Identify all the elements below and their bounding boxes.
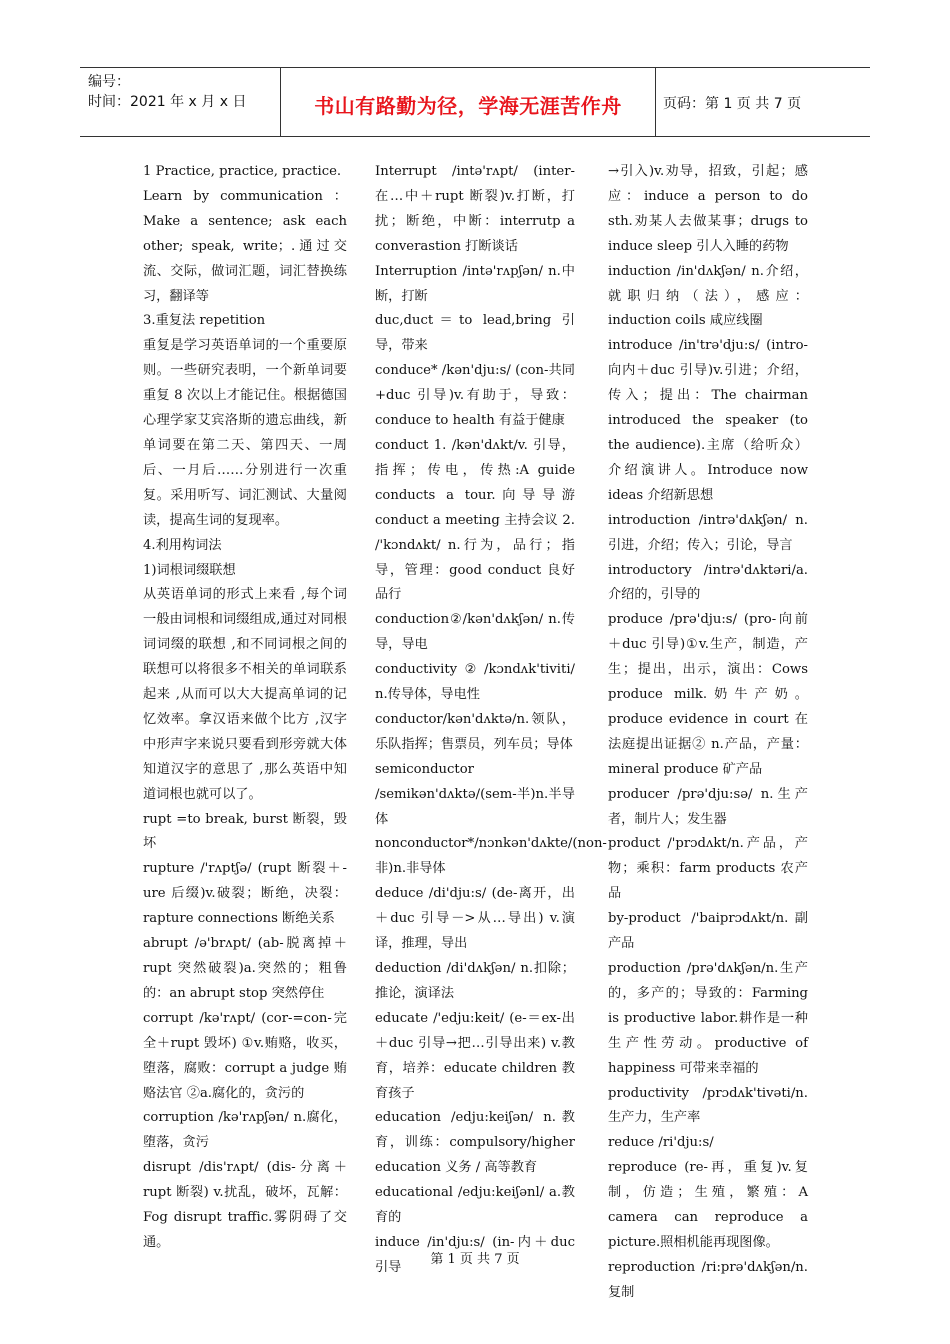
- paragraph: reproduction /ri:prə'dʌkʃən/n.复制: [608, 1259, 808, 1300]
- number-label: 编号：: [88, 74, 130, 90]
- paragraph: Interruption /intə'rʌpʃən/ n.中断，打断: [375, 263, 575, 304]
- paragraph: 1)词根词缀联想: [143, 562, 236, 578]
- paragraph: educational /edju:keiʃənl/ a.教育的: [375, 1185, 575, 1226]
- page-number-info: 页码：第 1 页 共 7 页: [663, 96, 802, 112]
- paragraph: Interrupt /intə'rʌpt/ (inter-在…中＋rupt 断裂)v.打断，打扰；断绝，中断：interrutp a converastion 打断谈话: [375, 164, 575, 254]
- paragraph: 4.利用构词法: [143, 537, 222, 553]
- paragraph: product /'prɔdʌkt/n.产品，产物；乘积：farm products 农产品: [608, 836, 808, 902]
- header-divider: [655, 68, 656, 136]
- text-column-3: [608, 160, 808, 1306]
- text-column-2: [375, 160, 607, 1281]
- paragraph: conductor/kən'dʌktə/n.领队，乐队指挥；售票员，列车员；导体: [375, 711, 575, 752]
- paragraph: reproduce (re-再，重复)v.复制，仿造；生殖，繁殖：A camera can reproduce a picture.照相机能再现图像。: [608, 1160, 808, 1250]
- paragraph: 从英语单词的形式上来看 ,每个词一般由词根和词缀组成,通过对同根词词缀的联想 ,和不同词根之间的联想可以将很多不相关的单词联系起来 ,从而可以大大提高单词的记忆效率。拿汉语来做个比方 ,汉字中形声字来说只要看到形旁就大体知道汉字的意思了 ,那么英语中知道词根也就可以了。: [143, 587, 347, 802]
- time-line: 时间：2021 年 x 月 x 日: [88, 94, 247, 110]
- paragraph: production /prə'dʌkʃən/n.生产的，多产的；导致的：Farming is productive labor.耕作是一种生产性劳动。productive of happiness 可带来幸福的: [608, 961, 808, 1076]
- paragraph: rupture /'rʌptʃə/ (rupt 断裂＋-ure 后缀)v.破裂；断绝，决裂：rapture connections 断绝关系: [143, 861, 347, 927]
- paragraph: introductory /intrə'dʌktəri/a.介绍的，引导的: [608, 562, 808, 603]
- paragraph: productivity /prɔdʌk'tivəti/n.生产力，生产率: [608, 1085, 808, 1126]
- paragraph: →引入)v.劝导，招致，引起；感应：induce a person to do sth.劝某人去做某事；drugs to induce sleep 引人入睡的药物: [608, 164, 808, 254]
- text-column-1: [143, 160, 347, 1256]
- paragraph: reduce /ri'dju:s/: [608, 1135, 714, 1151]
- paragraph: conduction②/kən'dʌkʃən/ n.传导，导电: [375, 612, 575, 653]
- paragraph: duc,duct＝to lead,bring 引导，带来: [375, 313, 575, 354]
- paragraph: rupt =to break, burst 断裂，毁坏: [143, 811, 347, 852]
- paragraph: /semikən'dʌktə/(sem-半)n.半导体: [375, 786, 575, 827]
- page-header: [80, 67, 870, 137]
- paragraph: 1 Practice, practice, practice.: [143, 164, 342, 179]
- paragraph: 3.重复法 repetition: [143, 313, 266, 329]
- paragraph: conductivity②/kɔndʌk'tiviti/ n.传导体，导电性: [375, 662, 575, 703]
- paragraph: by-product /'baiprɔdʌkt/n.副产品: [608, 911, 808, 952]
- paragraph: educate /'edju:keit/ (e-＝ex-出＋duc 引导→把…引导出来) v.教育，培养：educate children 教育孩子: [375, 1010, 575, 1101]
- paragraph: disrupt /dis'rʌpt/ (dis-分离＋rupt 断裂) v.扰乱，破坏，瓦解：Fog disrupt traffic.雾阴碍了交通。: [143, 1160, 347, 1250]
- paragraph: introduction /intrə'dʌkʃən/ n.引进，介绍；传入；引论，导言: [608, 512, 808, 553]
- paragraph: introduce /in'trə'dju:s/ (intro-向内＋duc 引导)v.引进；介绍，传入；提出：The chairman introduced the speaker (to the audience).主席（给听众）介绍演讲人。Introduce now ideas 介绍新思想: [608, 338, 808, 503]
- paragraph: deduction /di'dʌkʃən/ n.扣除；推论，演译法: [375, 961, 575, 1001]
- paragraph: education /edju:keiʃən/ n.教育，训练：compulsory/higher education 义务 / 高等教育: [375, 1110, 575, 1176]
- paragraph: conduce* /kən'dju:s/ (con-共同+duc 引导)v.有助于，导致：conduce to health 有益于健康: [375, 363, 575, 429]
- header-motto: 书山有路勤为径，学海无涯苦作舟: [314, 94, 622, 118]
- paragraph: 重复是学习英语单词的一个重要原则。一些研究表明，一个新单词要重复 8 次以上才能记住。根据德国心理学家艾宾洛斯的遗忘曲线，新单词要在第二天、第四天、一周后、一月后……分别进行一次重复。采用听写、词汇测试、大量阅读，提高生词的复现率。: [143, 338, 347, 528]
- paragraph: conduct 1. /kən'dʌkt/v. 引导，指挥；传电，传热:A guide conducts a tour.向导导游 conduct a meeting 主持会议 2. /'kɔndʌkt/ n.行为，品行；指导，管理：good conduct 良好品行: [375, 437, 575, 603]
- paragraph: deduce /di'dju:s/ (de-离开，出＋duc 引导－>从…导出) v.演译，推理，导出: [375, 886, 575, 952]
- paragraph: induction /in'dʌkʃən/ n.介绍，就职归纳（法），感应：induction coils 咸应线圈: [608, 263, 808, 329]
- paragraph: induce /in'dju:s/ (in-内＋duc 引导: [375, 1234, 575, 1275]
- paragraph: corrupt /kə'rʌpt/ (cor-=con-完全＋rupt 毁坏) ①v.贿赂，收买，堕落，腐败：corrupt a judge 贿赂法官 ②a.腐化的，贪污的: [143, 1010, 347, 1101]
- header-meta: [88, 72, 283, 112]
- page-footer: 第 1 页 共 7 页: [430, 1252, 520, 1267]
- paragraph: abrupt /ə'brʌpt/ (ab-脱离掉＋rupt 突然破裂)a.突然的；粗鲁的：an abrupt stop 突然停住: [143, 936, 347, 1001]
- paragraph: semiconductor: [375, 761, 474, 777]
- paragraph: nonconductor*/nɔnkən'dʌkte/(non-非)n.非导体: [375, 836, 607, 877]
- paragraph: produce /prə'dju:s/ (pro-向前＋duc 引导)①v.生产，制造，产生；提出，出示，演出：Cows produce milk.奶牛产奶。produce evidence in court 在法庭提出证据② n.产品，产量：mineral produce 矿产品: [608, 612, 808, 777]
- paragraph: corruption /kə'rʌpʃən/ n.腐化，堕落，贪污: [143, 1110, 347, 1151]
- paragraph: Learn by communication ：Make a sentence; ask each other; speak, write；.通过交流、交际，做词汇题，词汇替换练习，翻译等: [143, 188, 347, 304]
- paragraph: producer /prə'dju:sə/ n.生产者，制片人；发生器: [608, 786, 808, 827]
